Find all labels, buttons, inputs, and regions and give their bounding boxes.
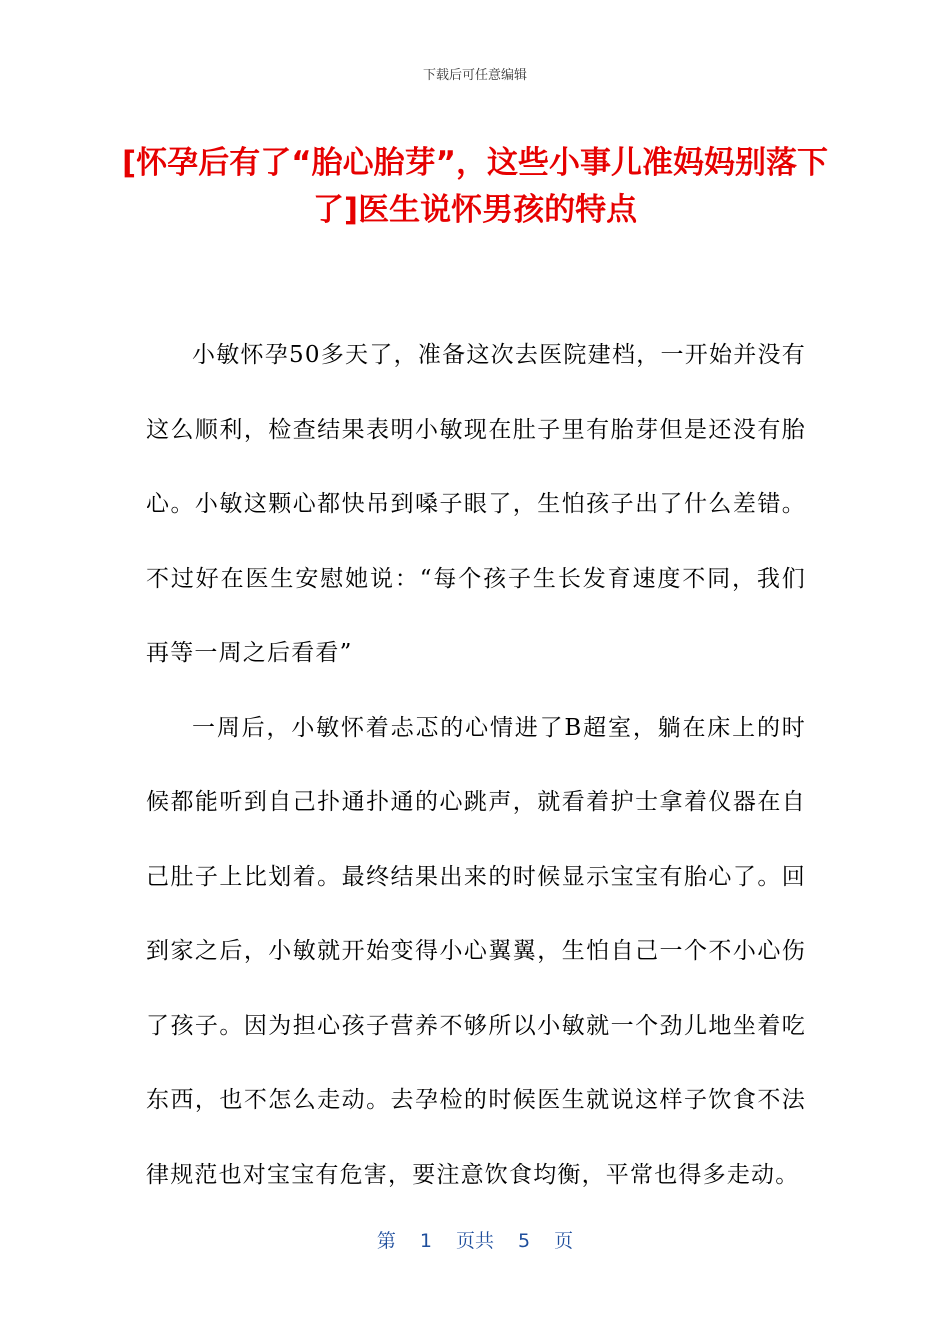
paragraph: 小敏怀孕50多天了，准备这次去医院建档，一开始并没有这么顺利，检查结果表明小敏现在肚子里有胎芽但是还没有胎心。小敏这颗心都快吊到嗓子眼了，生怕孩子出了什么差错。不过好在医生安慰她说：“每个孩子生长发育速度不同，我们再等一周之后看看” [146,342,806,666]
footer-prefix: 第 [376,1230,396,1252]
document-title: [怀孕后有了“胎心胎芽”，这些小事儿准妈妈别落下了]医生说怀男孩的特点 [122,145,828,228]
total-pages-number: 5 [518,1230,531,1252]
page-footer [0,1226,950,1253]
paragraph: 一周后，小敏怀着忐忑的心情进了B超室，躺在床上的时候都能听到自己扑通扑通的心跳声，就看着护士拿着仪器在自己肚子上比划着。最终结果出来的时候显示宝宝有胎心了。回到家之后，小敏就开始变得小心翼翼，生怕自己一个不小心伤了孩子。因为担心孩子营养不够所以小敏就一个劲儿地坐着吃东西，也不怎么走动。去孕检的时候医生就说这样子饮食不法律规范也对宝宝有危害，要注意饮食均衡，平常也得多走动。 [146,714,806,1188]
header-note: 下载后可任意编辑 [422,68,527,83]
footer-suffix: 页 [554,1230,574,1252]
document-body [146,318,806,1212]
current-page-number: 1 [419,1230,432,1252]
footer-middle: 页共 [455,1230,494,1252]
